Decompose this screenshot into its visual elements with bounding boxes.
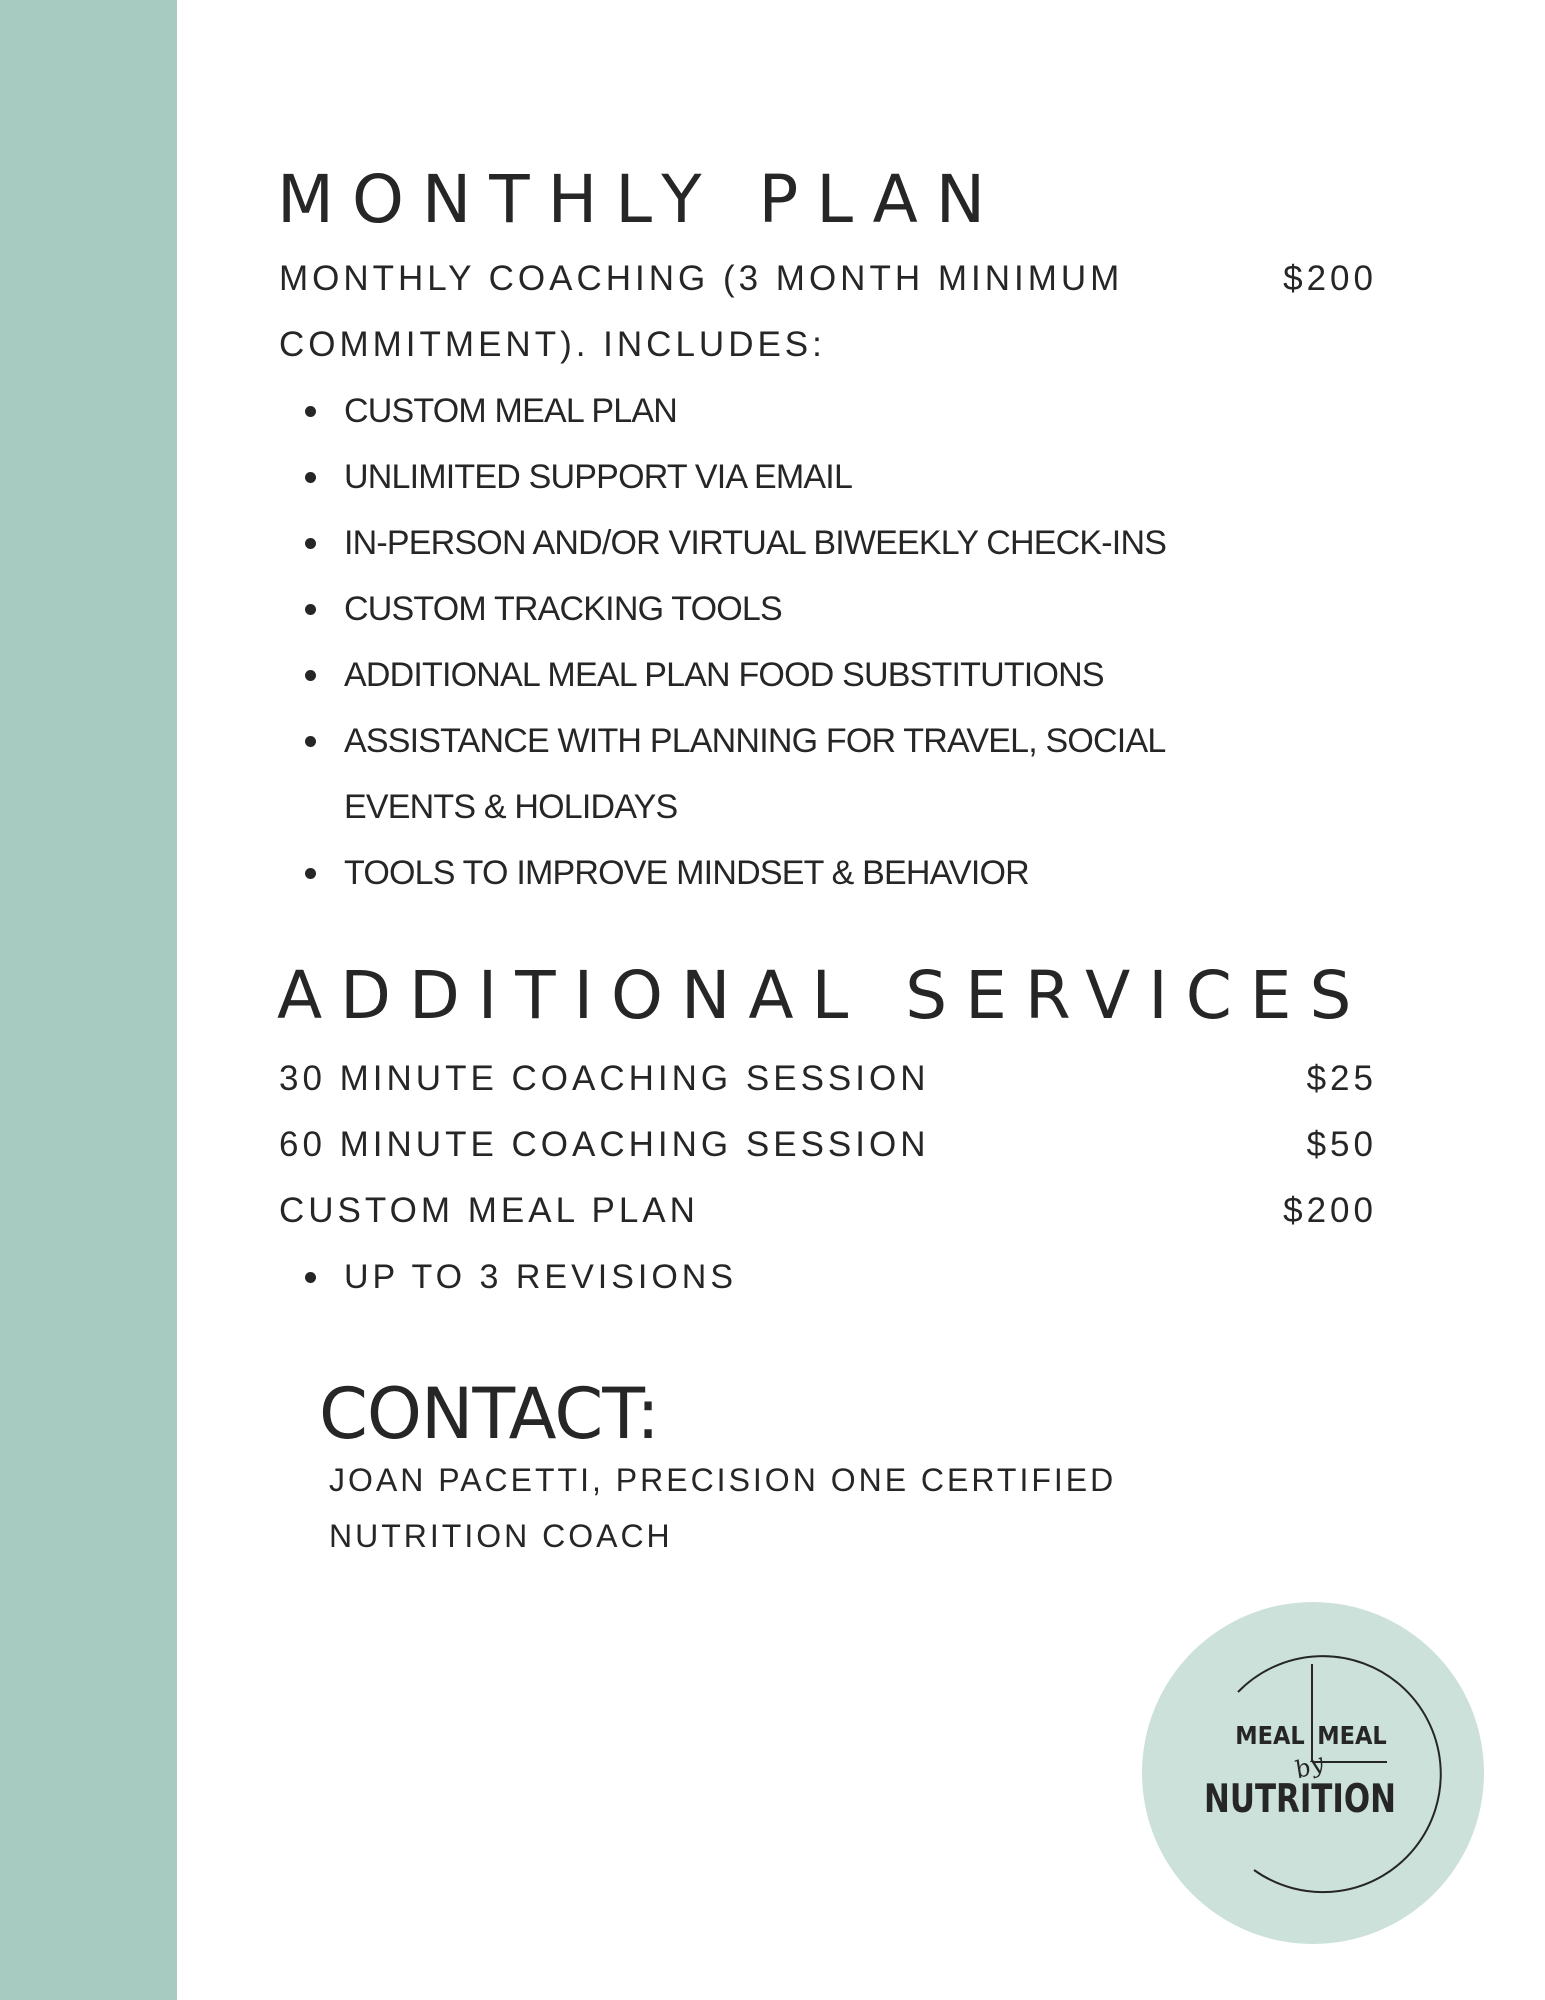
note-item: UP TO 3 REVISIONS [279,1244,1079,1310]
bullet-icon [305,1272,316,1283]
service-price: $25 [1306,1059,1377,1098]
logo-word-right: MEAL [1317,1721,1387,1750]
feature-item: ADDITIONAL MEAL PLAN FOOD SUBSTITUTIONS [279,642,1229,708]
bullet-icon [305,406,316,417]
monthly-plan-features [279,378,1229,906]
contact-details: JOAN PACETTI, PRECISION ONE CERTIFIED NUTRITION COACH [329,1462,1117,1554]
monthly-plan-price: $200 [1283,259,1377,298]
feature-item: CUSTOM MEAL PLAN [279,378,1229,444]
meal-plan-notes [279,1244,1079,1310]
bullet-icon [305,868,316,879]
logo-graphic [1142,1602,1484,1944]
service-row [279,1046,1377,1112]
service-row [279,1112,1377,1178]
service-label: 60 MINUTE COACHING SESSION [279,1125,930,1164]
contact-title: CONTACT: [319,1373,659,1455]
feature-item: UNLIMITED SUPPORT VIA EMAIL [279,444,1229,510]
feature-item: TOOLS TO IMPROVE MINDSET & BEHAVIOR [279,840,1229,906]
feature-item: IN-PERSON AND/OR VIRTUAL BIWEEKLY CHECK-INS [279,510,1229,576]
logo-word-by: by [1290,1748,1328,1785]
service-label: 30 MINUTE COACHING SESSION [279,1059,930,1098]
service-price: $50 [1306,1125,1377,1164]
brand-logo [1142,1602,1484,1944]
accent-sidebar [0,0,177,2000]
logo-word-main: NUTRITION [1204,1777,1396,1822]
bullet-icon [305,736,316,747]
bullet-icon [305,472,316,483]
service-label: CUSTOM MEAL PLAN [279,1191,699,1230]
monthly-plan-description-text: MONTHLY COACHING (3 MONTH MINIMUM COMMITMENT). INCLUDES: [279,259,1124,364]
monthly-plan-title: MONTHLY PLAN [277,161,1004,238]
feature-item: ASSISTANCE WITH PLANNING FOR TRAVEL, SOCIAL EVENTS & HOLIDAYS [279,708,1229,840]
logo-word-left: MEAL [1235,1721,1305,1750]
additional-services-title: ADDITIONAL SERVICES [277,957,1370,1034]
bullet-icon [305,604,316,615]
monthly-plan-description [279,246,1199,378]
service-price: $200 [1283,1191,1377,1230]
bullet-icon [305,538,316,549]
service-row [279,1178,1377,1244]
feature-item: CUSTOM TRACKING TOOLS [279,576,1229,642]
bullet-icon [305,670,316,681]
